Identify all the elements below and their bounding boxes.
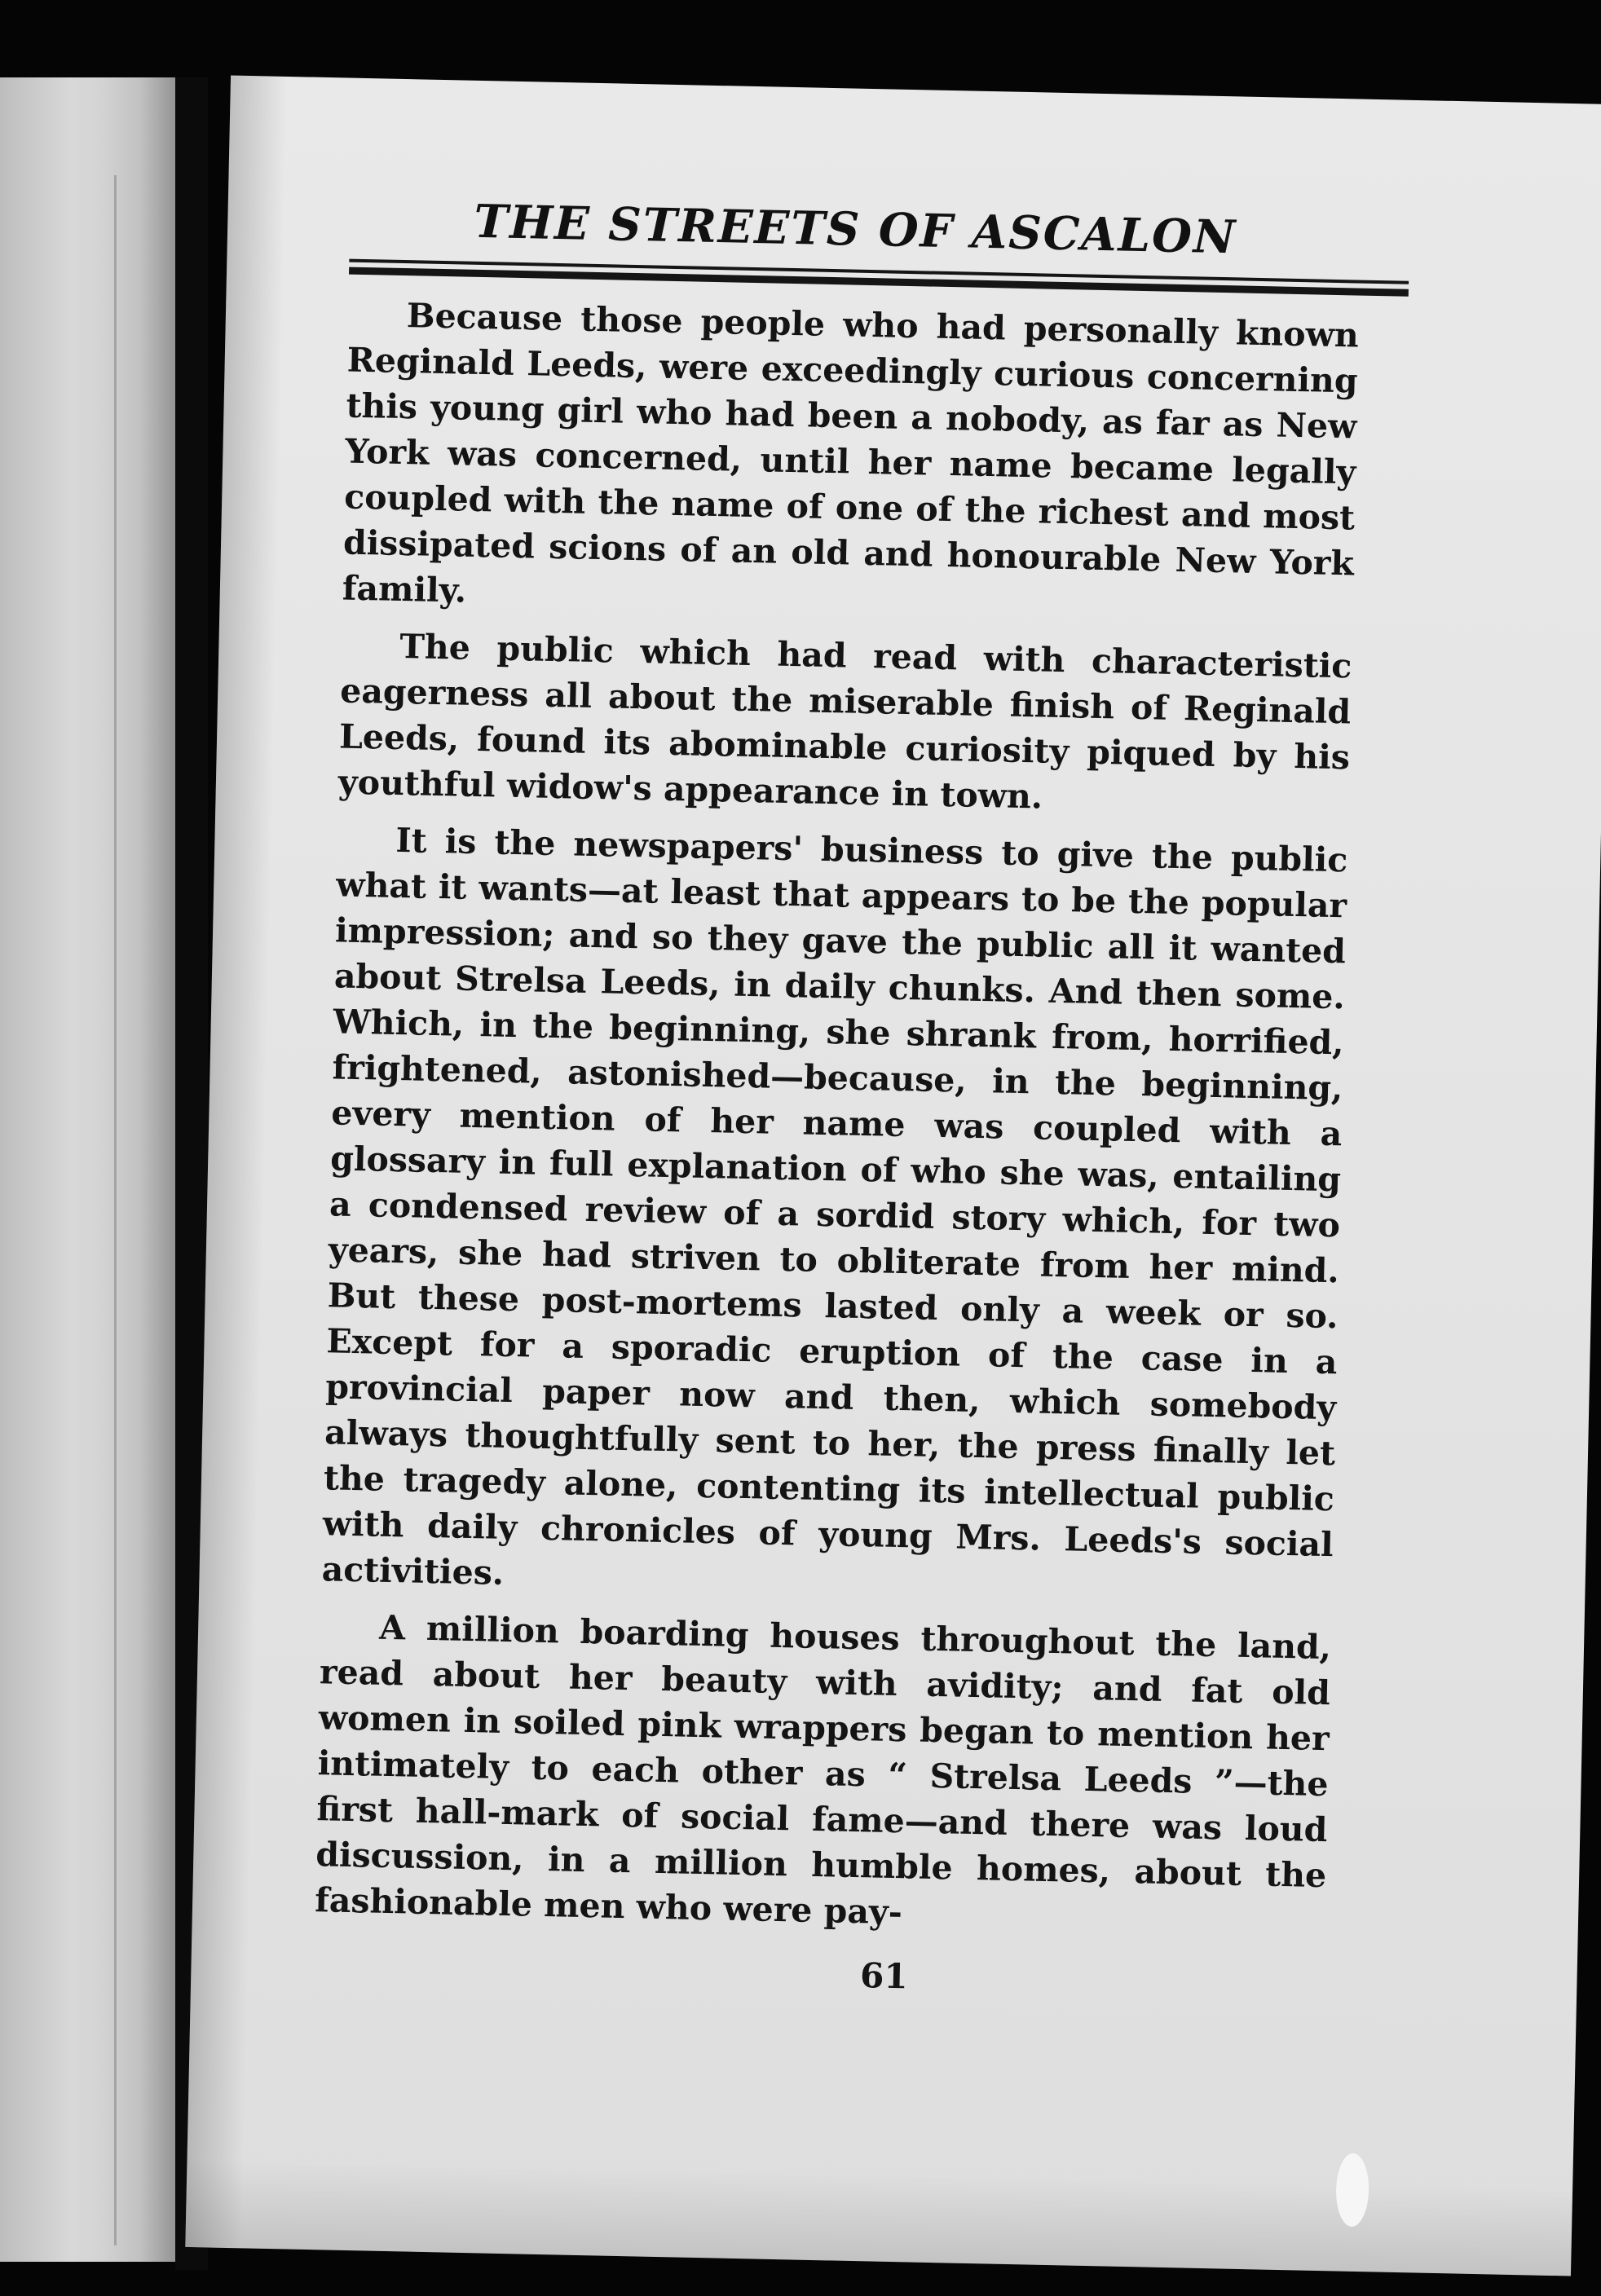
paragraph: A million boarding houses throughout the land, read about her beauty with avidity; and fat old women in soiled pink wrappers began to mention her intimately to each other as “ Strelsa Leeds ”—the first hall-mark of social fame—and there was loud discussion, in a million humble homes, about the fashionable men who were pay- [314, 1607, 1332, 1932]
paragraph: Because those people who had personally known Reginald Leeds, were exceedingly curious concerning this young girl who had been a nobody, as far as New York was concerned, until her name became legally coupled with the name of one of the richest and most dissipated scions of an old and honourable New York family. [342, 296, 1360, 610]
page-number: 61 [859, 1955, 909, 1997]
paragraph: The public which had read with characteristic eagerness all about the miserable finish of Reginald Leeds, found its abominable curiosity piqued by his youthful widow's appearance in town. [337, 626, 1352, 817]
left-page-shade [98, 77, 175, 2262]
paragraph: It is the newspapers' business to give the public what it wants—at least that appears to be the popular impression; and so they gave the public all it wanted about Strelsa Leeds, in daily chunks. And then some. Which, in the beginning, she shrank from, horrified, frightened, astonished—because, in the beginning, every mention of her name was coupled with a glossary in full explanation of who she was, entailing a condensed review of a sordid story which, for two years, she had striven to obliterate from her mind. But these post-mortems lasted only a week or so. Except for a sporadic eruption of the case in a provincial paper now and then, which somebody always thoughtfully sent to her, the press finally let the tragedy alone, contenting its intellectual public with daily chronicles of young Mrs. Leeds's social activities. [321, 820, 1348, 1593]
left-page-crease [114, 175, 117, 2245]
body-text [314, 292, 1359, 1956]
left-page-edge [0, 77, 175, 2262]
running-head: THE STREETS OF ASCALON [473, 194, 1237, 265]
book-page [185, 75, 1601, 2276]
